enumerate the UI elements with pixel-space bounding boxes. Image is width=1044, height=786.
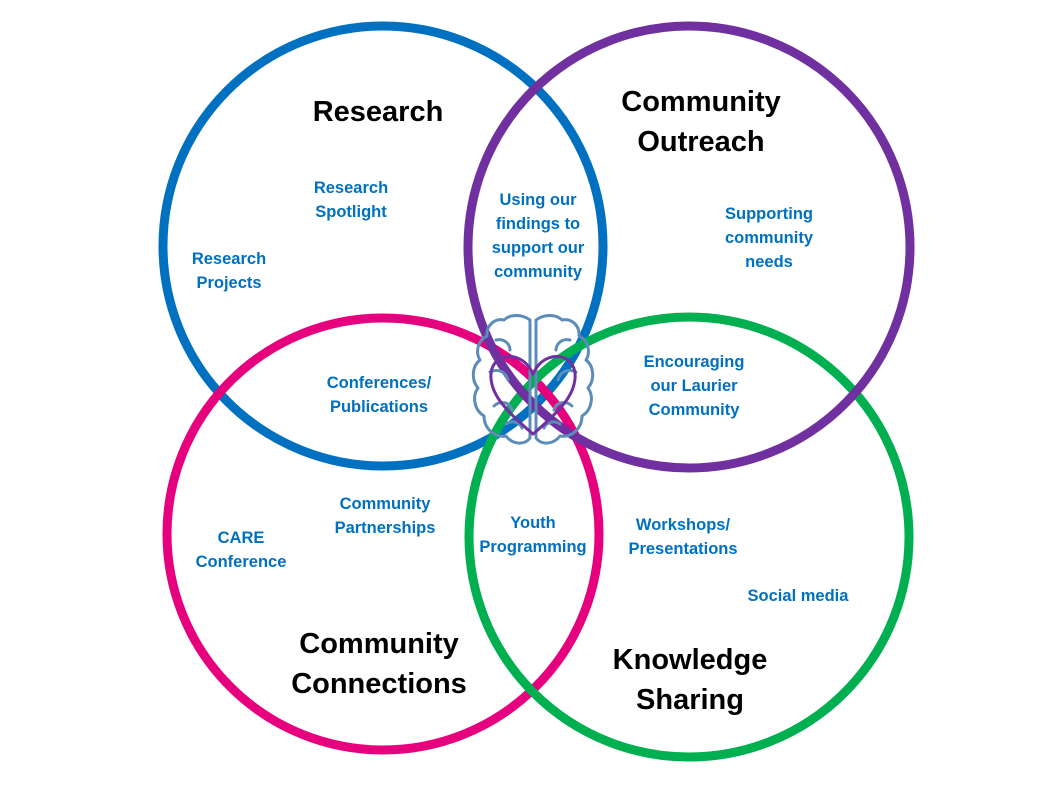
brain-heart-emblem [466, 310, 600, 454]
social-media-label: Social media [747, 587, 849, 605]
heart-icon [491, 356, 575, 434]
care-conference-label: CARE Conference [195, 529, 287, 571]
community-partnerships-label: Community Partnerships [334, 495, 436, 537]
research-outreach-overlap-label: Using our findings to support our community [491, 191, 585, 281]
research-connections-overlap-label: Conferences/ Publications [326, 374, 432, 416]
knowledge-sharing-title: Knowledge Sharing [612, 644, 768, 716]
community-outreach-title: Community Outreach [621, 86, 781, 158]
supporting-community-needs-label: Supporting community needs [724, 205, 813, 271]
research-title: Research [312, 96, 444, 128]
research-spotlight-label: Research Spotlight [313, 179, 389, 221]
community-connections-title: Community Connections [291, 628, 467, 700]
research-projects-label: Research Projects [191, 250, 267, 292]
workshops-presentations-label: Workshops/ Presentations [628, 516, 738, 558]
outreach-sharing-overlap-label: Encouraging our Laurier Community [643, 353, 745, 419]
connections-sharing-overlap-label: Youth Programming [479, 514, 587, 556]
